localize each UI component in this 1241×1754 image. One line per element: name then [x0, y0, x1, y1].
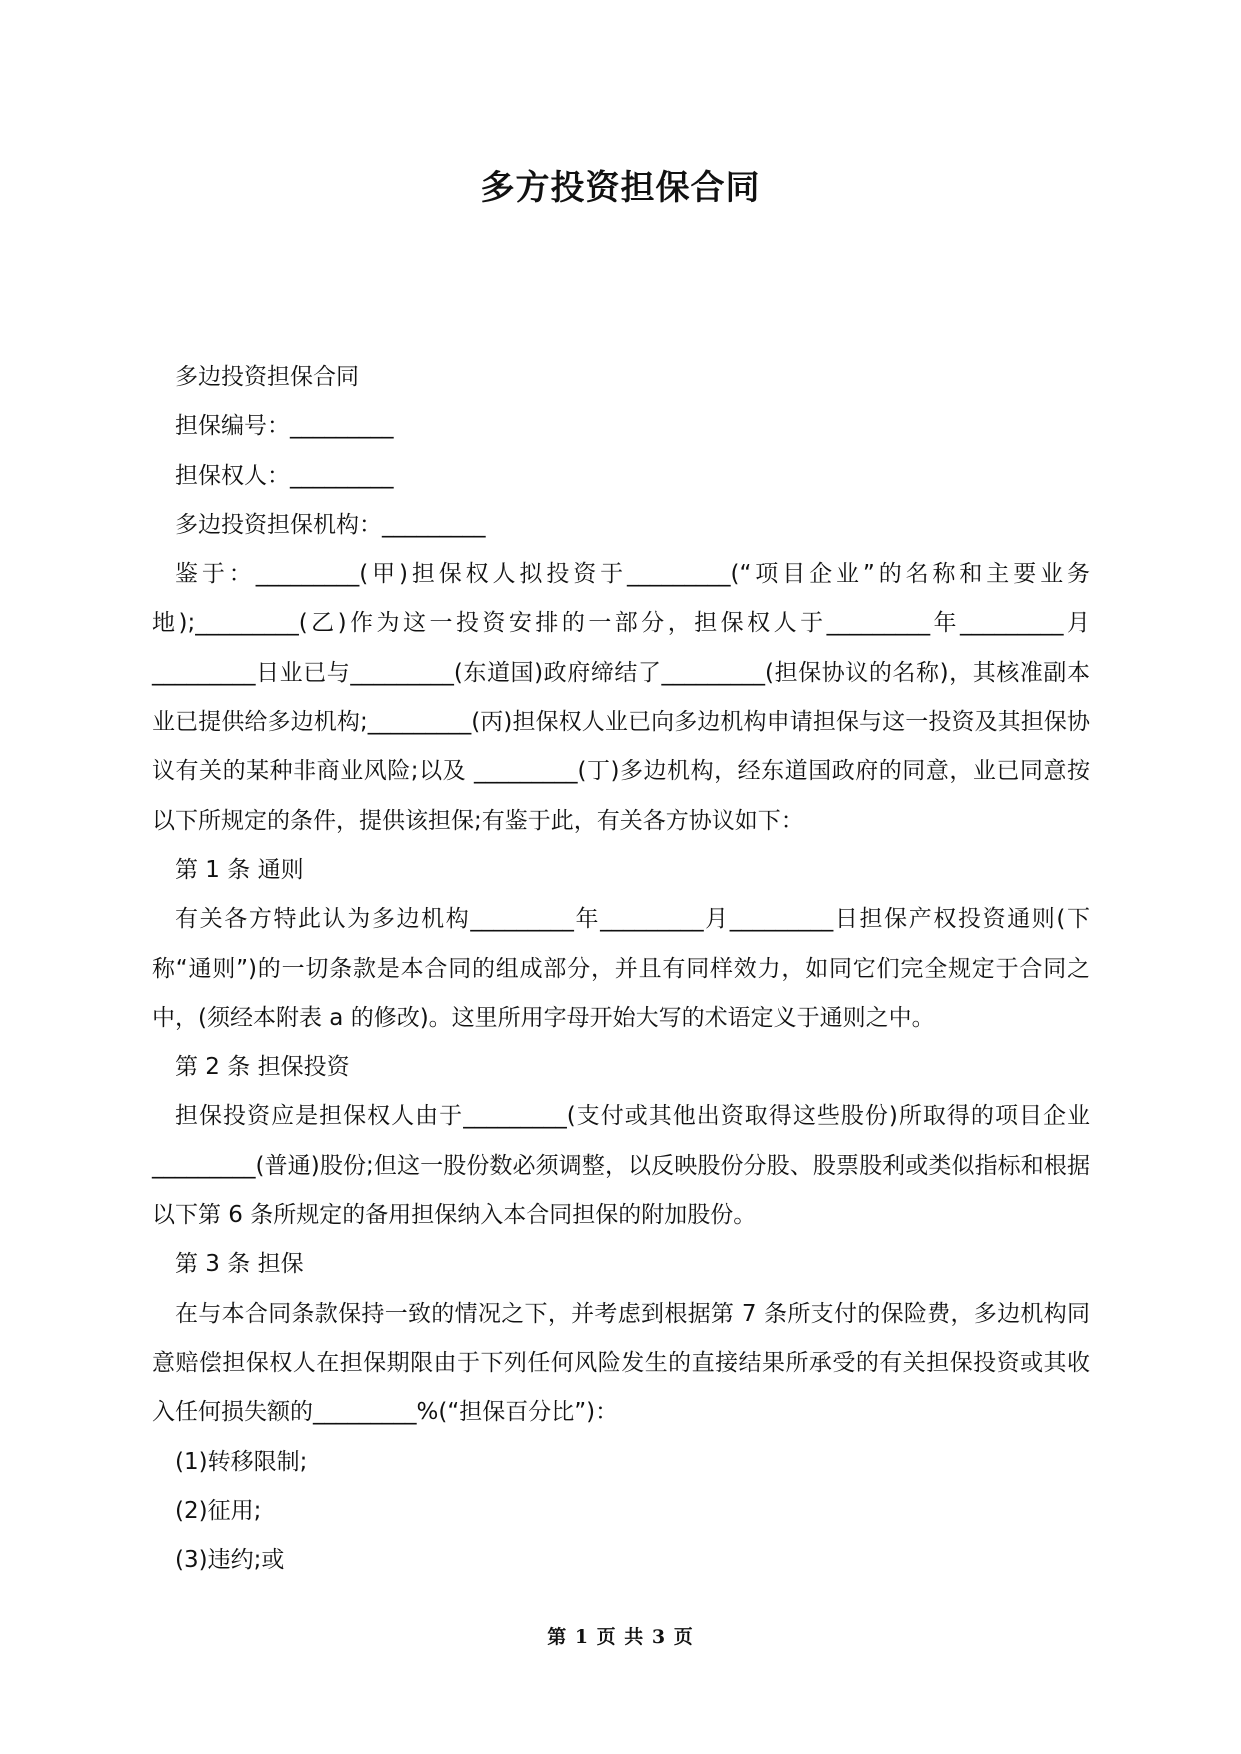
guarantee-holder-line: 担保权人：_________ — [175, 462, 394, 489]
whereas-paragraph: 鉴于：_________(甲)担保权人拟投资于_________(“项目企业”的名称和主要业务地);_________(乙)作为这一投资安排的一部分，担保权人于_________年_________月_________日业已与_________(东道国)政府缔结了_________(担保协议的名称)，其核准副本业已提供给多边机构;_________(丙)担保权人业已向多边机构申请担保与这一投资及其担保协议有关的某种非商业风险;以及 _________(丁)多边机构，经东道国政府的同意，业已同意按以下所规定的条件，提供该担保;有鉴于此，有关各方协议如下： — [152, 561, 1090, 834]
risk-item-1: (1)转移限制; — [175, 1448, 308, 1475]
contract-heading: 多边投资担保合同 — [175, 364, 359, 390]
guarantee-number-line: 担保编号：_________ — [175, 413, 394, 440]
article-1-heading: 第 1 条 通则 — [175, 856, 304, 883]
article-1-text: 有关各方特此认为多边机构_________年_________月_________日担保产权投资通则(下称“通则”)的一切条款是本合同的组成部分，并且有同样效力，如同它们完全规定于合同之中，(须经本附表 a 的修改)。这里所用字母开始大写的术语定义于通则之中。 — [152, 906, 1090, 1031]
article-3-text: 在与本合同条款保持一致的情况之下，并考虑到根据第 7 条所支付的保险费，多边机构同意赔偿担保权人在担保期限由于下列任何风险发生的直接结果所承受的有关担保投资或其收入任何损失额的_________%(“担保百分比”)： — [152, 1300, 1090, 1426]
article-2-heading: 第 2 条 担保投资 — [175, 1054, 350, 1081]
article-3-heading: 第 3 条 担保 — [175, 1251, 304, 1278]
document-body — [152, 353, 1090, 1585]
page-number-footer: 第 1 页 共 3 页 — [547, 1626, 694, 1648]
risk-item-2: (2)征用; — [175, 1497, 262, 1524]
document-title: 多方投资担保合同 — [480, 168, 761, 208]
guarantee-agency-line: 多边投资担保机构：_________ — [175, 511, 486, 538]
article-2-text: 担保投资应是担保权人由于_________(支付或其他出资取得这些股份)所取得的项目企业_________(普通)股份;但这一股份数必须调整，以反映股份分股、股票股利或类似指标和根据以下第 6 条所规定的备用担保纳入本合同担保的附加股份。 — [152, 1103, 1090, 1229]
risk-item-3: (3)违约;或 — [175, 1547, 285, 1574]
